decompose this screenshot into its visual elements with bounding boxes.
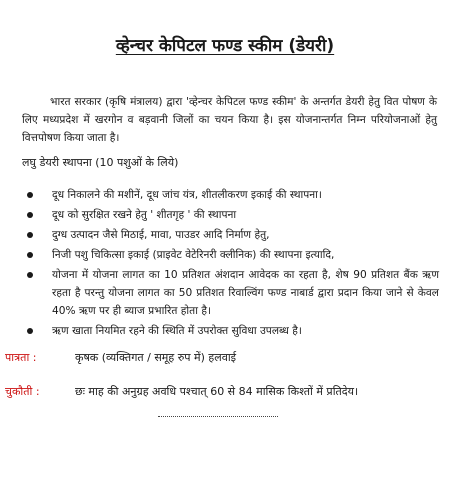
list-item: [22, 322, 439, 340]
section-subheading: लघु डेयरी स्थापना (10 पशुओं के लिये): [22, 156, 179, 169]
eligibility-value: कृषक (व्यक्तिगत / समूह रुप में) हलवाई: [75, 351, 237, 364]
intro-paragraph: भारत सरकार (कृषि मंत्रालय) द्वारा 'व्हेन्चर केपिटल फण्ड स्कीम' के अन्तर्गत डेयरी हेतु वित पोषण के लिए मध्यप्रदेश में खरगोन व बड़वानी जिलों का चयन किया है। इस योजनान्तर्गत निम्न परियोजनाओं हेतु वित्तपोषण किया जाता है।: [22, 96, 437, 144]
list-item-text: निजी पशु चिकित्सा इकाई (प्राइवेट वेटेरिनरी क्लीनिक) की स्थापना इत्यादि,: [52, 249, 335, 261]
list-item: [22, 246, 439, 264]
list-item-text: दूध निकालने की मशीनें, दूध जांच यंत्र, शीतलीकरण इकाई की स्थापना।: [52, 189, 322, 201]
bullet-icon: [27, 232, 33, 238]
list-item: [22, 226, 439, 244]
page-title: व्हेन्चर केपिटल फण्ड स्कीम (डेयरी): [115, 36, 335, 56]
bullet-icon: [27, 272, 33, 278]
list-item-text: ऋण खाता नियमित रहने की स्थिति में उपरोक्त सुविधा उपलब्ध है।: [52, 325, 302, 337]
list-item-text: योजना में योजना लागत का 10 प्रतिशत अंशदान आवेदक का रहता है, शेष 90 प्रतिशत बैंक ऋण रहता है परन्तु योजना लागत का 50 प्रतिशत रिवाल्विंग फण्ड नाबार्ड द्वारा प्रदान किया जाने से केवल 40% ऋण पर ही ब्याज प्रभारित होता है।: [52, 269, 439, 317]
repayment-value: छः माह की अनुग्रह अवधि पश्चात् 60 से 84 मासिक किश्तों में प्रतिदेय।: [75, 385, 359, 398]
dotted-divider: [158, 416, 278, 417]
bullet-icon: [27, 192, 33, 198]
bullet-icon: [27, 252, 33, 258]
bullet-icon: [27, 212, 33, 218]
list-item: [22, 186, 439, 204]
eligibility-label: पात्रता :: [5, 351, 37, 364]
feature-list: [22, 186, 439, 342]
list-item: [22, 266, 439, 320]
repayment-label: चुकौती :: [5, 385, 40, 398]
repayment-row: [5, 384, 358, 399]
list-item-text: दुग्ध उत्पादन जैसे मिठाई, मावा, पाउडर आदि निर्माण हेतु,: [52, 229, 270, 241]
list-item-text: दूध को सुरक्षित रखने हेतु ' शीतगृह ' की स्थापना: [52, 209, 237, 221]
list-item: [22, 206, 439, 224]
bullet-icon: [27, 328, 33, 334]
eligibility-row: [5, 350, 236, 365]
